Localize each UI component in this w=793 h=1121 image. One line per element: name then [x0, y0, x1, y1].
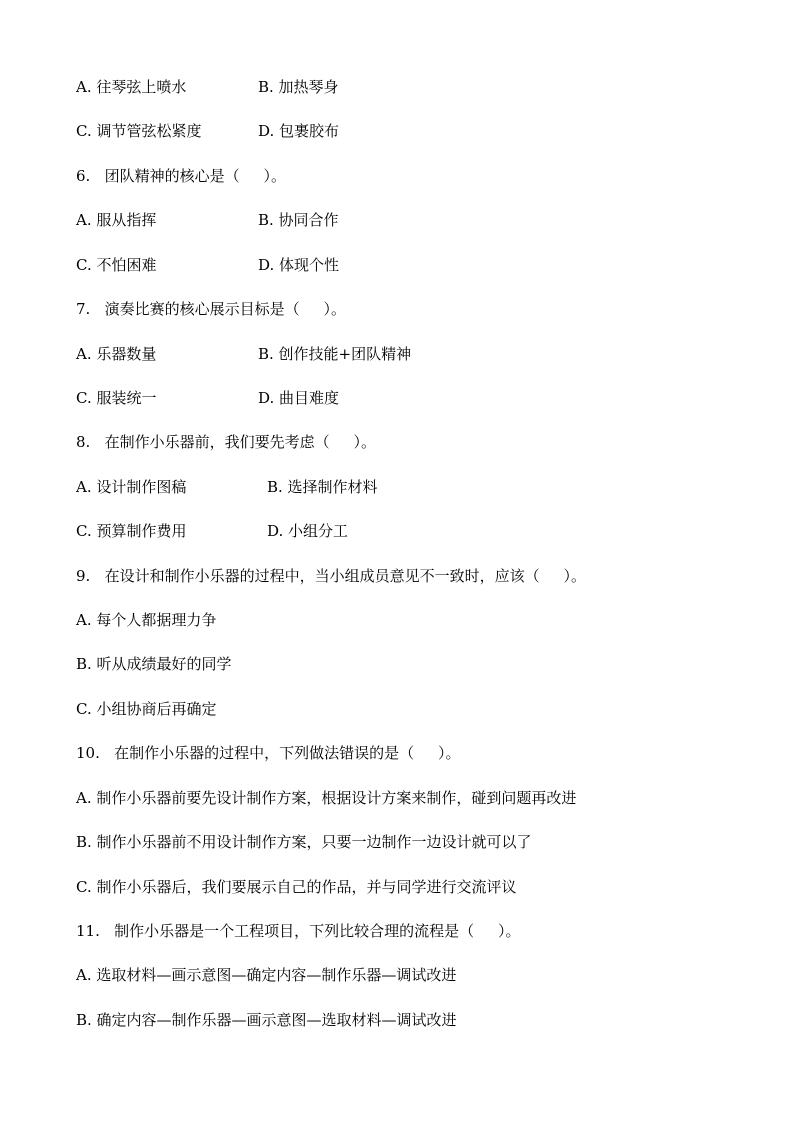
q9-option-c: C. 小组协商后再确定: [76, 700, 217, 718]
q11-option-b: B. 确定内容—制作乐器—画示意图—选取材料—调试改进: [76, 1011, 457, 1029]
q5-option-c: C. 调节管弦松紧度: [76, 122, 202, 140]
q6-stem: 6. 团队精神的核心是（ ）。: [76, 167, 286, 185]
q7-option-b: B. 创作技能+团队精神: [258, 345, 412, 363]
q8-stem: 8. 在制作小乐器前，我们要先考虑（ ）。: [76, 433, 376, 451]
q10-option-c: C. 制作小乐器后，我们要展示自己的作品，并与同学进行交流评议: [76, 878, 517, 896]
q10-option-a: A. 制作小乐器前要先设计制作方案，根据设计方案来制作，碰到问题再改进: [76, 789, 577, 807]
q10-option-b: B. 制作小乐器前不用设计制作方案，只要一边制作一边设计就可以了: [76, 833, 532, 851]
q9-option-a: A. 每个人都据理力争: [76, 611, 217, 629]
q8-option-d: D. 小组分工: [267, 522, 349, 540]
q8-option-b: B. 选择制作材料: [267, 478, 378, 496]
q6-option-c: C. 不怕困难: [76, 256, 157, 274]
q7-option-a: A. 乐器数量: [76, 345, 157, 363]
q11-option-a: A. 选取材料—画示意图—确定内容—制作乐器—调试改进: [76, 966, 457, 984]
q5-option-d: D. 包裹胶布: [258, 122, 340, 140]
q5-option-a: A. 往琴弦上喷水: [76, 78, 187, 96]
q7-stem: 7. 演奏比赛的核心展示目标是（ ）。: [76, 300, 346, 318]
q7-option-d: D. 曲目难度: [258, 389, 340, 407]
q5-option-b: B. 加热琴身: [258, 78, 339, 96]
q8-option-c: C. 预算制作费用: [76, 522, 187, 540]
q6-option-a: A. 服从指挥: [76, 211, 157, 229]
q6-option-b: B. 协同合作: [258, 211, 339, 229]
q11-stem: 11. 制作小乐器是一个工程项目，下列比较合理的流程是（ ）。: [76, 922, 521, 940]
q10-stem: 10. 在制作小乐器的过程中，下列做法错误的是（ ）。: [76, 744, 461, 762]
q8-option-a: A. 设计制作图稿: [76, 478, 187, 496]
q9-stem: 9. 在设计和制作小乐器的过程中，当小组成员意见不一致时，应该（ ）。: [76, 567, 586, 585]
q7-option-c: C. 服装统一: [76, 389, 157, 407]
q6-option-d: D. 体现个性: [258, 256, 340, 274]
q9-option-b: B. 听从成绩最好的同学: [76, 655, 232, 673]
